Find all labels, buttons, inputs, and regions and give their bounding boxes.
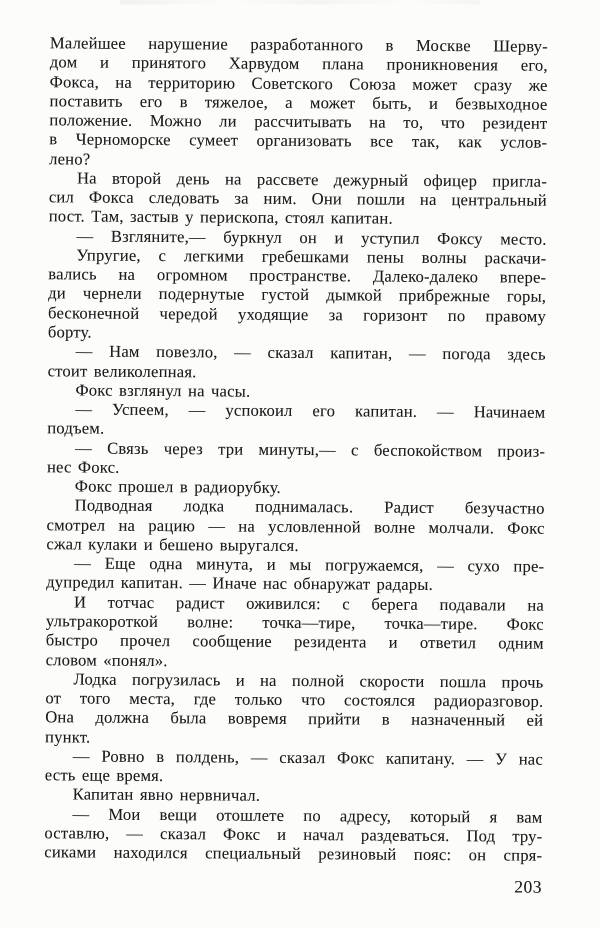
text-line: — Связь через три минуты,— с беспокойством произ- — [75, 438, 546, 461]
text-line: оставлю, — сказал Фокс и начал раздеваться. Под тру- — [44, 823, 543, 846]
text-line: Упругие, с легкими гребешками пены волны раскачи- — [76, 245, 547, 268]
scan-artifact — [120, 0, 480, 4]
text-line: положение. Можно ли рассчитывать на то, что резидент — [49, 110, 548, 133]
text-line: подъем. — [47, 418, 105, 438]
text-line: сжал кулаки и бешено выругался. — [46, 534, 299, 555]
text-line: дупредил капитан. — Иначе нас обнаружат радары. — [46, 572, 434, 595]
text-line: вались на огромном пространстве. Далеко-далеко впере- — [48, 264, 547, 287]
text-line: нес Фокс. — [46, 457, 120, 477]
text-line: в Черноморске сумеет организовать все так, как услов- — [49, 129, 548, 153]
text-line: Малейшее нарушение разработанного в Москве Шерву- — [49, 33, 548, 56]
text-line: — Еще одна минута, и мы погружаемся, — сухо пре- — [74, 553, 545, 576]
text-line: пост. Там, застыв у перископа, стоял капитан. — [48, 206, 393, 229]
text-line: быстро прочел сообщение резидента и ответил одним — [45, 630, 544, 653]
text-line: словом «понял». — [45, 649, 168, 670]
text-line: — Ровно в полдень, — сказал Фокс капитану. — У нас — [72, 746, 544, 769]
text-line: пункт. — [45, 726, 91, 747]
text-line: смотрел на рацию — на условленной волне молчали. Фокс — [46, 514, 545, 538]
text-line: борту. — [47, 322, 92, 342]
text-line: лено? — [49, 148, 91, 169]
text-line: Фокс прошел в радиорубку. — [74, 476, 282, 498]
text-line: сиками находился специальный резиновый пояс: он спря- — [44, 842, 543, 865]
text-line: от того места, где только что состоялся радиоразговор. — [45, 688, 544, 711]
text-line: Фокс взглянул на часы. — [75, 380, 251, 401]
text-line: Она должна была вовремя прийти в назначенный ей — [45, 707, 544, 731]
text-line: стоит великолепная. — [47, 360, 197, 381]
text-line: — Мои вещи отошлете по адресу, который я вам — [72, 804, 543, 827]
page-text-block — [44, 33, 548, 897]
text-line: дом и принятого Харвудом плана проникновения его, — [49, 52, 548, 76]
text-line: Капитан явно нервничал. — [72, 784, 261, 806]
text-line: есть еще время. — [44, 765, 164, 786]
text-line: сил Фокса следовать за ним. Они пошли на центральный — [48, 187, 547, 210]
text-line: ультракороткой волне: точка—тире, точка—тире. Фокс — [45, 611, 544, 634]
page-number: 203 — [514, 876, 543, 898]
text-line: И тотчас радист оживился: с берега подавали на — [73, 592, 545, 615]
text-line: Лодка погрузилась и на полной скорости пошла прочь — [73, 669, 544, 692]
text-line: — Успеем, — успокоил его капитан. — Начинаем — [75, 399, 546, 422]
text-line: — Взгляните,— буркнул он и уступил Фоксу место. — [76, 226, 547, 249]
text-line: Фокса, на территорию Советского Союза может сразу же — [49, 71, 548, 95]
text-line: На второй день на рассвете дежурный офицер пригла- — [76, 168, 548, 191]
text-line: ди чернели подернутые густой дымкой прибрежные горы, — [48, 283, 547, 307]
text-line: поставить его в тяжелое, а может быть, и безвыходное — [49, 91, 548, 114]
text-line: Подводная лодка поднималась. Радист безучастно — [74, 495, 545, 519]
text-line: бесконечной чередой уходящие за горизонт по правому — [47, 302, 547, 326]
text-line: — Нам повезло, — сказал капитан, — погода здесь — [75, 341, 546, 364]
